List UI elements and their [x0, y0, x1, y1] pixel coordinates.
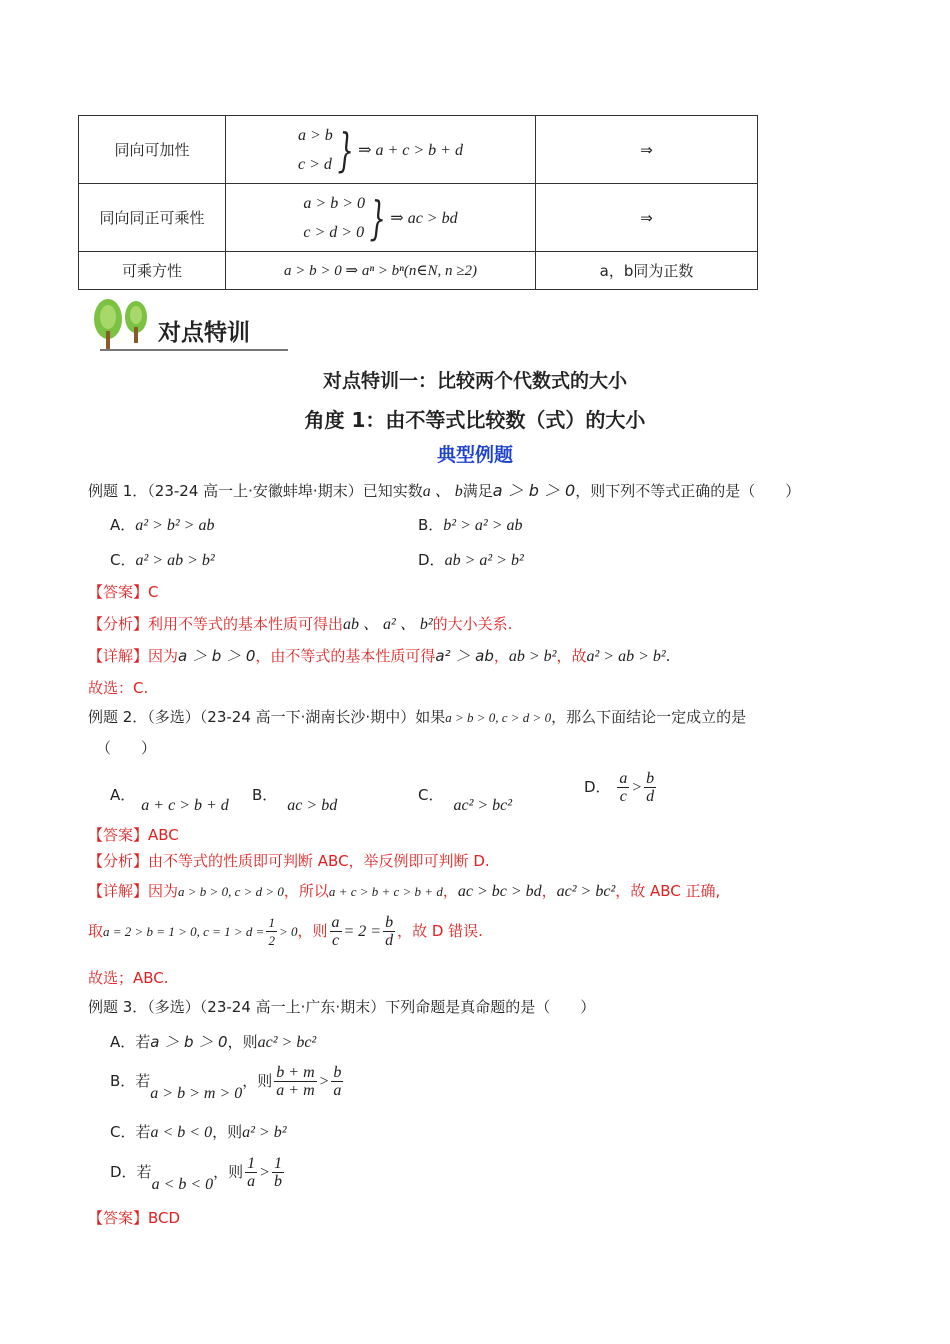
- answer-tag: 【答案】: [88, 1209, 149, 1227]
- detail-text: ，故: [556, 647, 587, 665]
- formula-top: a > b: [298, 126, 333, 144]
- stem-condition: a > b > 0, c > d > 0: [445, 710, 552, 725]
- detail-text: .: [665, 647, 671, 665]
- formula-bottom: c > d > 0: [303, 223, 365, 241]
- example1-option-b: [418, 514, 522, 535]
- fraction: [330, 914, 342, 949]
- detail-math: a = 2 > b = 1 > 0, c = 1 > d =: [103, 924, 265, 939]
- option-label: A．: [110, 786, 136, 804]
- example2-option-a: [110, 784, 229, 814]
- detail-math: > 0: [278, 924, 298, 939]
- brace-icon: }: [369, 190, 386, 245]
- stem-text: 满足: [462, 482, 493, 500]
- detail-math: a + c > b + c > b + d: [328, 884, 443, 899]
- property-formula: [226, 116, 536, 184]
- fraction: [245, 1155, 257, 1190]
- option-condition: a < b < 0: [150, 1124, 213, 1141]
- detail-text: ，由不等式的基本性质可得: [255, 647, 436, 665]
- formula-top: a > b > 0: [303, 194, 365, 212]
- option-label: B．: [252, 786, 278, 804]
- denominator: a: [333, 1082, 342, 1099]
- answer-tag: 【答案】: [88, 583, 149, 601]
- option-result: a² > b²: [242, 1124, 287, 1141]
- fraction: [266, 914, 277, 949]
- option-label: B．若: [110, 1072, 151, 1090]
- option-text: ac > bd: [287, 797, 338, 814]
- property-name: 同向同正可乘性: [79, 184, 226, 252]
- option-text: a + c > b + d: [141, 797, 229, 814]
- example3-option-c: [110, 1121, 286, 1142]
- option-condition: a > b > m > 0: [150, 1085, 243, 1102]
- option-label: D．: [584, 778, 611, 796]
- typical-examples-heading: 典型例题: [436, 444, 513, 466]
- gt-sign: >: [259, 1164, 270, 1181]
- analysis-tag: 【分析】: [88, 852, 149, 870]
- example2-stem: [88, 706, 746, 727]
- option-text: ，则: [213, 1163, 244, 1181]
- property-formula: [226, 184, 536, 252]
- option-text: a² > ab > b²: [135, 552, 215, 569]
- stem-text: ，则下列不等式正确的是（ ）: [575, 482, 801, 500]
- property-converse: ⇒: [536, 116, 758, 184]
- numerator: a: [331, 914, 340, 931]
- option-label: D．: [418, 551, 445, 569]
- numerator: a: [619, 770, 628, 787]
- detail-math: ac > bc > bd: [457, 883, 542, 900]
- option-text: a² > b² > ab: [135, 517, 215, 534]
- detail-text: ，故 ABC 正确,: [615, 882, 721, 900]
- example2-option-c: [418, 784, 513, 814]
- property-name: 可乘方性: [79, 252, 226, 290]
- example3-option-d: [110, 1155, 286, 1193]
- detail-tag: 【详解】: [88, 882, 149, 900]
- fraction: [272, 1155, 284, 1190]
- example2-answer: [88, 824, 179, 845]
- detail-text: ，: [442, 882, 458, 900]
- stem-condition: a ＞ b ＞ 0: [492, 481, 576, 500]
- property-converse: ⇒: [536, 184, 758, 252]
- denominator: c: [619, 788, 627, 805]
- fraction: [617, 770, 629, 805]
- fraction: [644, 770, 656, 805]
- banner-underline: [100, 349, 288, 351]
- detail-math: a ＞ b ＞ 0: [178, 647, 256, 665]
- option-label: C．若: [110, 1123, 151, 1141]
- option-text: b² > a² > ab: [443, 517, 523, 534]
- analysis-text: 利用不等式的基本性质可得出: [148, 615, 344, 633]
- formula-bottom: c > d: [298, 155, 332, 173]
- analysis-text: 由不等式的性质即可判断 ABC，举反例即可判断 D.: [148, 852, 490, 870]
- example2-detail: [88, 880, 720, 901]
- detail-math: ac² > bc²: [556, 883, 616, 900]
- property-table: [78, 115, 758, 290]
- gt-sign: >: [631, 779, 643, 796]
- formula-result: ⇒ ac > bd: [390, 209, 458, 227]
- subsection-heading: 角度 1：由不等式比较数（式）的大小: [304, 408, 646, 432]
- example1-option-c: [110, 549, 215, 570]
- detail-math: a² ＞ ab: [435, 647, 494, 665]
- formula-result: ⇒ a + c > b + d: [358, 141, 463, 159]
- example3-option-b: [110, 1064, 345, 1102]
- example3-stem: 例题 3．（多选）（23-24 高一上·广东·期末）下列命题是真命题的是（ ）: [88, 998, 596, 1016]
- detail-math: a > b > 0, c > d > 0: [178, 884, 284, 899]
- example2-conclusion: 故选；ABC.: [88, 969, 169, 987]
- stem-vars: a 、 b: [422, 483, 463, 500]
- option-label: A．若: [110, 1033, 151, 1051]
- table-row: [79, 184, 758, 252]
- detail-math: ab > b²: [508, 648, 557, 665]
- table-row: [79, 252, 758, 290]
- example2-option-d: [584, 770, 658, 805]
- fraction: [331, 1064, 343, 1099]
- gt-sign: >: [318, 1073, 330, 1090]
- numerator: b: [385, 914, 394, 931]
- example3-answer: [88, 1207, 180, 1228]
- detail-text: ，故 D 错误.: [397, 922, 483, 940]
- numerator: 1: [273, 1155, 282, 1172]
- stem-text: ，那么下面结论一定成立的是: [551, 708, 747, 726]
- stem-text: 例题 1．（23-24 高一上·安徽蚌埠·期末）已知实数: [88, 482, 423, 500]
- answer-value: BCD: [148, 1209, 181, 1227]
- property-formula: a > b > 0 ⇒ aⁿ > bⁿ(n∈N, n ≥2): [226, 252, 536, 290]
- numerator: b: [333, 1064, 342, 1081]
- example1-analysis: [88, 611, 512, 634]
- denominator: b: [273, 1173, 282, 1190]
- property-condition: a，b同为正数: [536, 252, 758, 290]
- answer-tag: 【答案】: [88, 826, 149, 844]
- option-text: ，则: [242, 1072, 273, 1090]
- option-text: ab > a² > b²: [444, 552, 524, 569]
- example3-option-a: [110, 1031, 316, 1052]
- option-condition: a ＞ b ＞ 0: [150, 1033, 228, 1051]
- detail-tag: 【详解】: [88, 647, 149, 665]
- option-label: C．: [110, 551, 136, 569]
- detail-text: ，所以: [283, 882, 329, 900]
- option-label: A．: [110, 516, 136, 534]
- answer-value: ABC: [148, 826, 179, 844]
- answer-value: C: [148, 583, 159, 601]
- property-name: 同向可加性: [79, 116, 226, 184]
- denominator: 2: [268, 933, 275, 948]
- banner-title: 对点特训: [158, 320, 250, 346]
- example1-detail: [88, 645, 670, 666]
- option-label: C．: [418, 786, 444, 804]
- example1-answer: [88, 581, 159, 602]
- detail-text: ，: [541, 882, 557, 900]
- numerator: 1: [268, 915, 275, 930]
- detail-math: = 2 =: [343, 923, 382, 940]
- option-text: ac² > bc²: [453, 797, 513, 814]
- denominator: a: [247, 1173, 256, 1190]
- option-condition: a < b < 0: [151, 1176, 214, 1193]
- analysis-text: 的大小关系.: [432, 615, 513, 633]
- example1-option-d: [418, 549, 524, 570]
- option-label: D．若: [110, 1163, 152, 1181]
- detail-text: ，则: [297, 922, 328, 940]
- section-heading: 对点特训一：比较两个代数式的大小: [322, 370, 627, 392]
- fraction: [274, 1064, 316, 1099]
- numerator: b + m: [276, 1064, 315, 1081]
- fraction: [383, 914, 395, 949]
- detail-text: 取: [88, 922, 104, 940]
- example1-conclusion: 故选：C.: [88, 679, 149, 697]
- detail-text: 因为: [148, 882, 179, 900]
- denominator: d: [646, 788, 655, 805]
- detail-text: 因为: [148, 647, 179, 665]
- numerator: 1: [247, 1155, 256, 1172]
- brace-icon: }: [337, 122, 354, 177]
- denominator: a + m: [276, 1082, 315, 1099]
- example2-paren: （ ）: [96, 739, 157, 757]
- option-text: ，则: [212, 1123, 243, 1141]
- numerator: b: [646, 770, 655, 787]
- example2-analysis: [88, 850, 490, 871]
- table-row: [79, 116, 758, 184]
- example2-detail-2: [88, 914, 483, 949]
- detail-math: a² > ab > b²: [586, 648, 666, 665]
- option-text: ，则: [227, 1033, 258, 1051]
- denominator: c: [331, 932, 340, 949]
- example2-option-b: [252, 784, 338, 814]
- denominator: d: [385, 932, 394, 949]
- analysis-vars: ab 、 a² 、 b²: [343, 616, 433, 633]
- analysis-tag: 【分析】: [88, 615, 149, 633]
- option-result: ac² > bc²: [257, 1034, 317, 1051]
- example1-stem: [88, 478, 800, 501]
- stem-text: 例题 2．（多选）（23-24 高一下·湖南长沙·期中）如果: [88, 708, 446, 726]
- option-label: B．: [418, 516, 444, 534]
- detail-text: ，: [493, 647, 509, 665]
- example1-option-a: [110, 514, 214, 535]
